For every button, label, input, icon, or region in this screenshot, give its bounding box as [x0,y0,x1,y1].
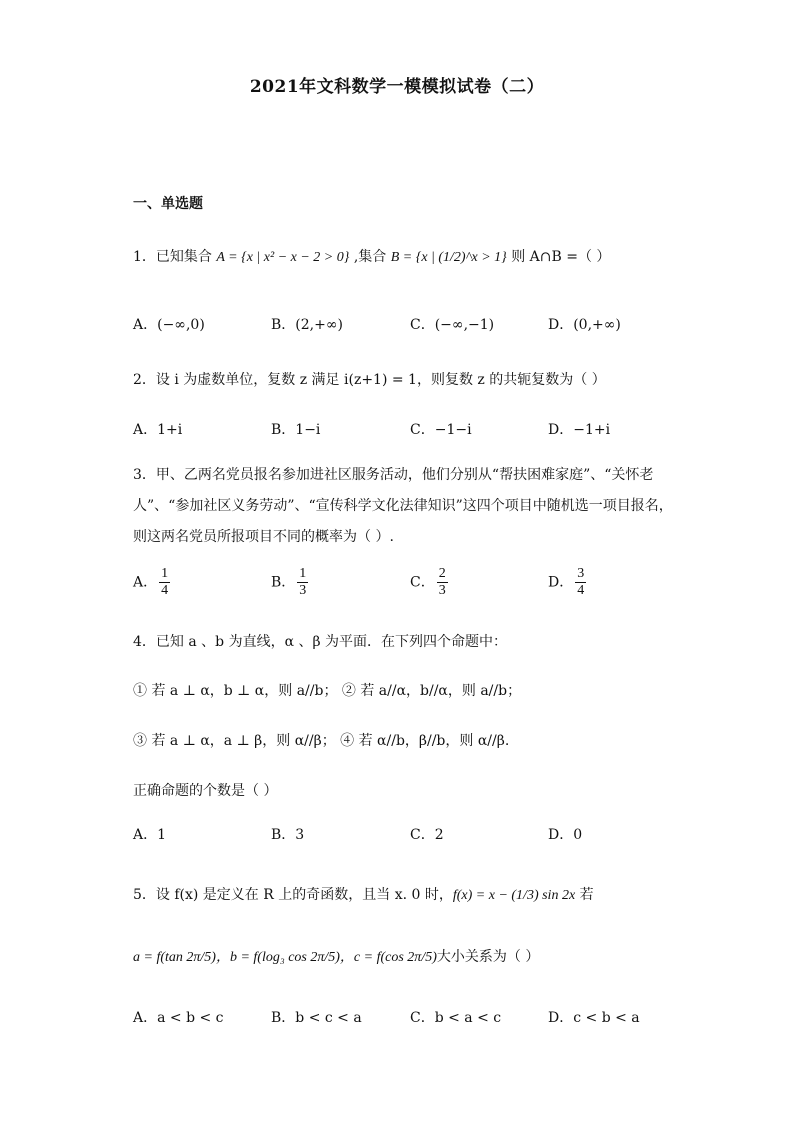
q5-option-d: D．c < b < a [548,1010,640,1026]
question-1-stem [133,246,610,266]
question-4-propositions-1-2: ① 若 a ⊥ α，b ⊥ α，则 a//b； ② 若 a//α，b//α，则 a//b； [133,683,522,699]
q4-option-d: D．0 [548,827,583,843]
q1-option-b: B．(2,+∞) [271,317,343,333]
page-title: 2021年文科数学一模模拟试卷（二） [249,77,545,97]
q3-option-c [410,566,450,599]
q1-tail: 则 A∩B =（ ） [511,249,611,265]
q5-ask: 大小关系为（ ） [436,949,540,965]
q3-option-d-fraction [575,566,586,599]
q1-mid: ,集合 [353,249,387,265]
denominator: 4 [577,583,585,598]
question-2-stem: 2．设 i 为虚数单位，复数 z 满足 i(z+1) = 1，则复数 z 的共轭复数为（ ） [133,372,606,388]
question-3-line-3: 则这两名党员所报项目不同的概率为（ ）. [133,529,394,545]
q2-option-d: D．−1+i [548,422,611,438]
numerator: 1 [299,566,307,581]
question-3-line-2: 人”、“参加社区义务劳动”、“宣传科学文化法律知识”这四个项目中随机选一项目报名， [133,498,673,514]
numerator: 3 [577,566,585,581]
q3-option-a-fraction [159,566,170,599]
q5-stem-a: 5．设 f(x) 是定义在 R 上的奇函数，且当 x. 0 时， [133,887,453,903]
q3-option-b-fraction [297,566,308,599]
q5-function: f(x) = x − (1/3) sin 2x [452,888,576,903]
q4-option-b: B．3 [271,827,305,843]
q5-option-b: B．b < c < a [271,1010,362,1026]
question-3-line-1: 3．甲、乙两名党员报名参加进社区服务活动，他们分别从“帮扶困难家庭”、“关怀老 [133,467,654,483]
question-4-ask: 正确命题的个数是（ ） [133,783,278,799]
q3-option-a [133,566,172,599]
q2-option-c: C．−1−i [410,422,472,438]
q1-set-a: A = {x | x² − x − 2 > 0} [216,250,350,265]
q3-option-a-label: A． [133,574,158,591]
q3-option-d-label: D． [548,574,574,591]
q4-option-a: A．1 [133,827,167,843]
q3-option-c-label: C． [410,574,435,591]
q1-option-d: D．(0,+∞) [548,317,621,333]
numerator: 2 [438,566,446,581]
q1-option-a: A．(−∞,0) [133,317,205,333]
question-4-stem: 4．已知 a 、b 为直线，α 、β 为平面．在下列四个命题中： [133,634,508,650]
q2-option-b: B．1−i [271,422,321,438]
q3-option-d [548,566,588,599]
q1-prefix: 1．已知集合 [133,249,212,265]
denominator: 4 [161,583,169,598]
q2-option-a: A．1+i [133,422,183,438]
q3-option-c-fraction [437,566,448,599]
denominator: 3 [438,583,446,598]
q5-option-a: A．a < b < c [133,1010,224,1026]
numerator: 1 [161,566,169,581]
q4-option-c: C．2 [410,827,444,843]
q3-option-b-label: B． [271,574,296,591]
q3-option-b [271,566,310,599]
q1-option-c: C．(−∞,−1) [410,317,495,333]
q5-stem-b: 若 [579,887,594,903]
question-5-abc [133,946,539,966]
section-heading: 一、单选题 [133,196,203,212]
q5-abc-definitions: a = f(tan 2π/5)，b = f(log₃ cos 2π/5)，c = f(cos 2π/5) [133,950,437,965]
question-5-stem [133,884,594,904]
q5-option-c: C．b < a < c [410,1010,502,1026]
denominator: 3 [299,583,307,598]
q1-set-b: B = {x | (1/2)^x > 1} [390,250,507,265]
question-4-propositions-3-4: ③ 若 a ⊥ α，a ⊥ β，则 α//β； ④ 若 α//b，β//b，则 α//β. [133,733,510,749]
